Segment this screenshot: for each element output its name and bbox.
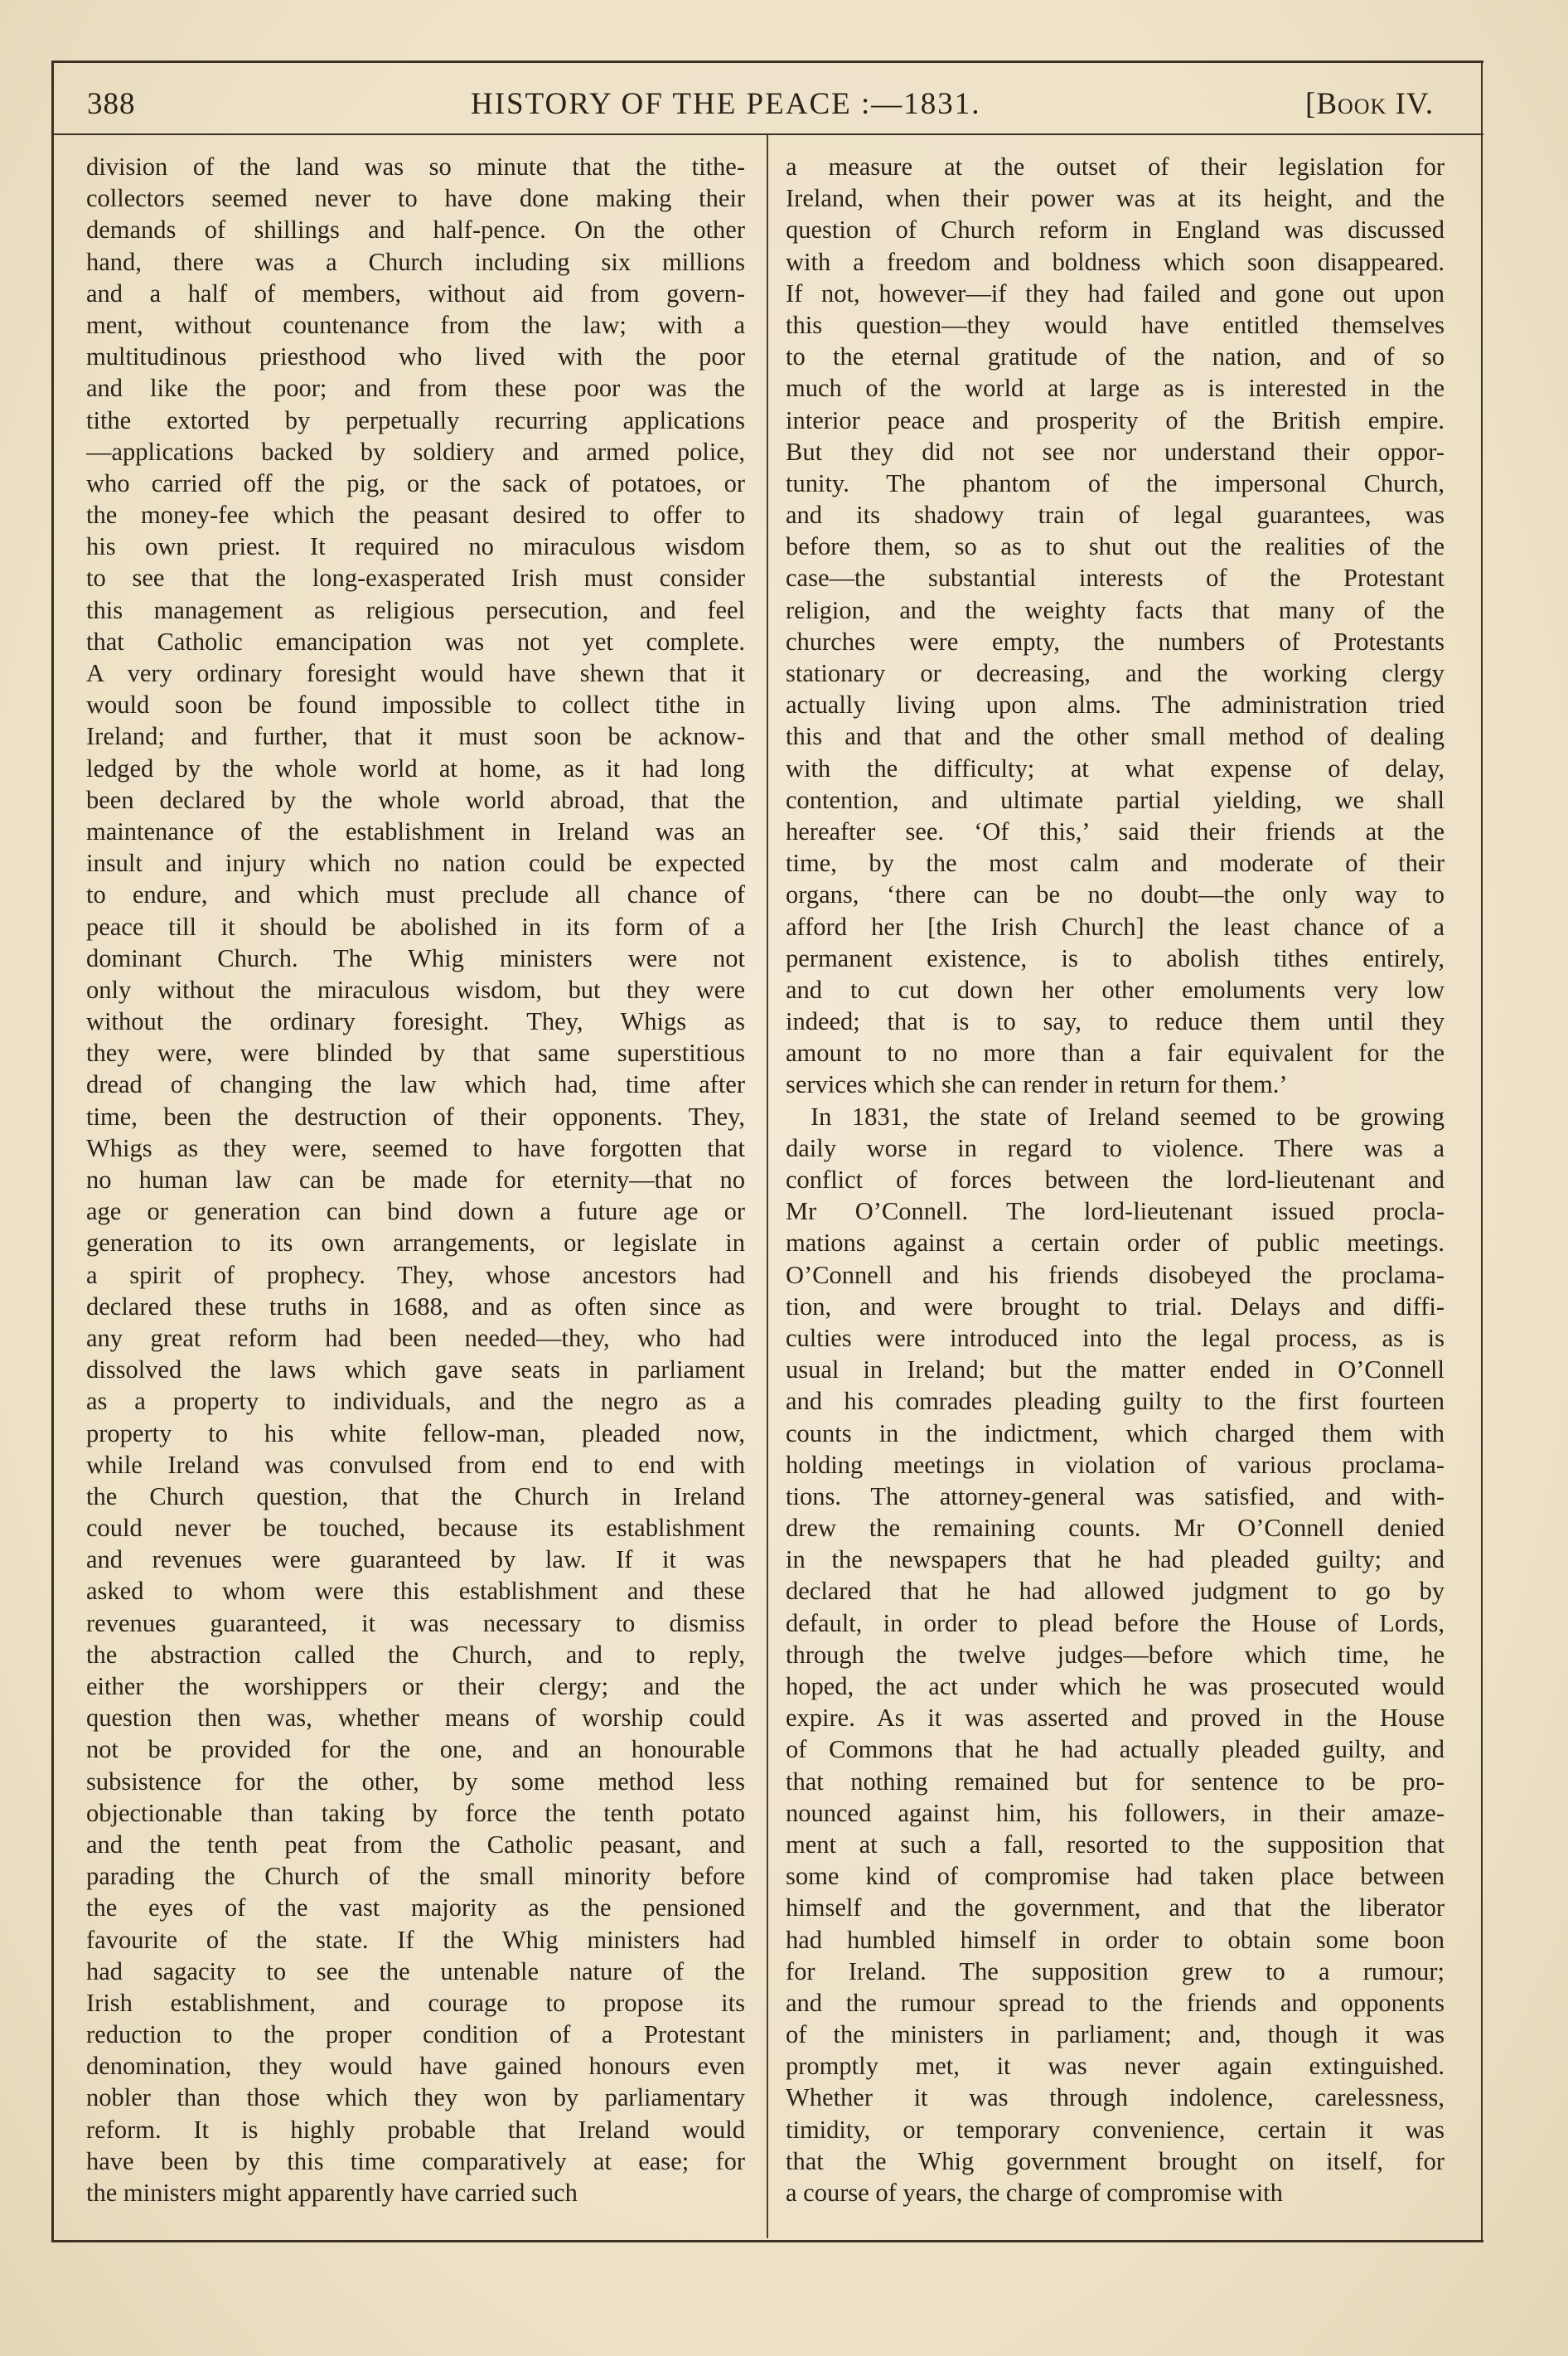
text-line: Irish establishment, and courage to propose its (86, 1988, 745, 2017)
text-line: Ireland; and further, that it must soon be acknow- (86, 722, 745, 751)
text-line: the Church question, that the Church in Ireland (86, 1481, 745, 1510)
text-line: had humbled himself in order to obtain some boon (786, 1925, 1445, 1954)
page-frame-bottom-rule (51, 2240, 1483, 2242)
text-line: favourite of the state. If the Whig ministers had (86, 1925, 745, 1954)
text-line: without the ordinary foresight. They, Whigs as (86, 1007, 745, 1036)
text-line: religion, and the weighty facts that many of the (786, 595, 1445, 624)
text-line: of Commons that he had actually pleaded guilty, and (786, 1735, 1445, 1764)
text-line: tunity. The phantom of the impersonal Church, (786, 468, 1445, 497)
text-line: would soon be found impossible to collect tithe in (86, 691, 745, 720)
text-line: and its shadowy train of legal guarantees, was (786, 501, 1445, 530)
text-line: tithe extorted by perpetually recurring applications (86, 405, 745, 434)
text-line: as a property to individuals, and the negro as a (86, 1387, 745, 1416)
text-line: this and that and the other small method of dealing (786, 722, 1445, 751)
text-line: with the difficulty; at what expense of delay, (786, 754, 1445, 783)
text-line: interior peace and prosperity of the British empire. (786, 405, 1445, 434)
text-line: that nothing remained but for sentence to be pro- (786, 1767, 1445, 1796)
text-line: organs, ‘there can be no doubt—the only way to (786, 880, 1445, 909)
text-line: the abstraction called the Church, and to reply, (86, 1640, 745, 1669)
text-line: age or generation can bind down a future age or (86, 1197, 745, 1226)
page-frame-right-rule (1481, 61, 1483, 2242)
text-line: a spirit of prophecy. They, whose ancestors had (86, 1260, 745, 1289)
text-line: But they did not see nor understand their oppor- (786, 437, 1445, 466)
text-line: asked to whom were this establishment and these (86, 1577, 745, 1606)
text-line: to see that the long-exasperated Irish must consider (86, 564, 745, 593)
text-line: have been by this time comparatively at ease; for (86, 2146, 745, 2175)
text-line: parading the Church of the small minority before (86, 1862, 745, 1891)
text-line: —applications backed by soldiery and armed police, (86, 437, 745, 466)
text-line: either the worshippers or their clergy; and the (86, 1672, 745, 1700)
page-frame-left-rule (51, 61, 54, 2242)
text-line: dissolved the laws which gave seats in parliament (86, 1355, 745, 1384)
text-line: and the tenth peat from the Catholic peasant, and (86, 1830, 745, 1859)
text-line: with a freedom and boldness which soon disappeared. (786, 247, 1445, 276)
text-line: O’Connell and his friends disobeyed the proclama- (786, 1260, 1445, 1289)
text-line: dread of changing the law which had, time after (86, 1070, 745, 1099)
text-line: default, in order to plead before the House of Lords, (786, 1608, 1445, 1637)
text-line: that the Whig government brought on itself, for (786, 2146, 1445, 2175)
text-line: expire. As it was asserted and proved in the House (786, 1704, 1445, 1733)
text-line: In 1831, the state of Ireland seemed to be growing (811, 1102, 1445, 1131)
text-line: to endure, and which must preclude all chance of (86, 880, 745, 909)
text-line: time, been the destruction of their opponents. They, (86, 1102, 745, 1131)
text-line: daily worse in regard to violence. There was a (786, 1133, 1445, 1162)
text-line: the ministers might apparently have carried such (86, 2179, 578, 2207)
text-line: Mr O’Connell. The lord-lieutenant issued procla- (786, 1197, 1445, 1226)
text-line: some kind of compromise had taken place between (786, 1862, 1445, 1891)
text-line: and a half of members, without aid from govern- (86, 279, 745, 308)
text-line: hoped, the act under which he was prosecuted would (786, 1672, 1445, 1700)
text-line: If not, however—if they had failed and gone out upon (786, 279, 1445, 308)
text-line: culties were introduced into the legal process, as is (786, 1323, 1445, 1352)
running-title: HISTORY OF THE PEACE :—1831. (471, 87, 981, 121)
text-line: time, by the most calm and moderate of their (786, 849, 1445, 878)
text-line: and the rumour spread to the friends and opponents (786, 1988, 1445, 2017)
text-line: of the ministers in parliament; and, though it was (786, 2020, 1445, 2049)
text-line: declared that he had allowed judgment to go by (786, 1577, 1445, 1606)
text-line: churches were empty, the numbers of Protestants (786, 627, 1445, 656)
text-line: revenues guaranteed, it was necessary to dismiss (86, 1608, 745, 1637)
page-frame-top-rule (51, 61, 1483, 63)
text-line: property to his white fellow-man, pleaded now, (86, 1418, 745, 1447)
text-line: ment at such a fall, resorted to the supposition that (786, 1830, 1445, 1859)
text-line: this question—they would have entitled themselves (786, 310, 1445, 339)
column-divider (767, 135, 768, 2238)
text-line: while Ireland was convulsed from end to end with (86, 1450, 745, 1479)
book-label: [Book IV. (1305, 87, 1435, 121)
text-line: division of the land was so minute that the tithe- (86, 153, 745, 181)
text-line: any great reform had been needed—they, who had (86, 1323, 745, 1352)
text-line: A very ordinary foresight would have shewn that it (86, 659, 745, 687)
text-line: the eyes of the vast majority as the pensioned (86, 1893, 745, 1922)
text-line: through the twelve judges—before which time, he (786, 1640, 1445, 1669)
text-line: nobler than those which they won by parliamentary (86, 2083, 745, 2112)
text-line: declared these truths in 1688, and as often since as (86, 1292, 745, 1321)
text-line: hereafter see. ‘Of this,’ said their friends at the (786, 817, 1445, 846)
text-line: and like the poor; and from these poor was the (86, 374, 745, 403)
text-line: denomination, they would have gained honours even (86, 2052, 745, 2081)
text-line: in the newspapers that he had pleaded guilty; and (786, 1545, 1445, 1574)
text-line: indeed; that is to say, to reduce them until they (786, 1007, 1445, 1036)
text-line: actually living upon alms. The administration tried (786, 691, 1445, 720)
text-line: Whigs as they were, seemed to have forgotten that (86, 1133, 745, 1162)
text-line: objectionable than taking by force the tenth potato (86, 1798, 745, 1827)
text-line: subsistence for the other, by some method less (86, 1767, 745, 1796)
text-line: been declared by the whole world abroad, that the (86, 785, 745, 814)
text-line: counts in the indictment, which charged them with (786, 1418, 1445, 1447)
text-line: multitudinous priesthood who lived with the poor (86, 342, 745, 371)
text-line: amount to no more than a fair equivalent for the (786, 1039, 1445, 1068)
text-line: holding meetings in violation of various proclama- (786, 1450, 1445, 1479)
text-line: and revenues were guaranteed by law. If it was (86, 1545, 745, 1574)
text-line: that Catholic emancipation was not yet complete. (86, 627, 745, 656)
text-line: nounced against him, his followers, in their amaze- (786, 1798, 1445, 1827)
text-line: permanent existence, is to abolish tithes entirely, (786, 943, 1445, 972)
text-line: reduction to the proper condition of a Protestant (86, 2020, 745, 2049)
text-line: services which she can render in return for them.’ (786, 1070, 1288, 1099)
text-line: afford her [the Irish Church] the least chance of a (786, 912, 1445, 941)
page-number: 388 (87, 87, 136, 121)
text-line: conflict of forces between the lord-lieutenant and (786, 1166, 1445, 1194)
text-line: demands of shillings and half-pence. On the other (86, 216, 745, 245)
text-line: insult and injury which no nation could be expected (86, 849, 745, 878)
text-line: drew the remaining counts. Mr O’Connell denied (786, 1514, 1445, 1543)
text-line: tions. The attorney-general was satisfied, and with- (786, 1481, 1445, 1510)
text-line: a course of years, the charge of compromise with (786, 2179, 1283, 2207)
text-line: and his comrades pleading guilty to the first fourteen (786, 1387, 1445, 1416)
text-line: his own priest. It required no miraculous wisdom (86, 532, 745, 561)
text-line: generation to its own arrangements, or legislate in (86, 1229, 745, 1258)
text-line: contention, and ultimate partial yielding, we shall (786, 785, 1445, 814)
text-line: reform. It is highly probable that Ireland would (86, 2115, 745, 2144)
text-line: peace till it should be abolished in its form of a (86, 912, 745, 941)
text-line: promptly met, it was never again extinguished. (786, 2052, 1445, 2081)
right-column (786, 151, 1445, 2208)
text-line: dominant Church. The Whig ministers were not (86, 943, 745, 972)
text-line: hand, there was a Church including six millions (86, 247, 745, 276)
text-line: stationary or decreasing, and the working clergy (786, 659, 1445, 687)
text-line: maintenance of the establishment in Ireland was an (86, 817, 745, 846)
text-line: question of Church reform in England was discussed (786, 216, 1445, 245)
text-line: no human law can be made for eternity—that no (86, 1166, 745, 1194)
text-line: question then was, whether means of worship could (86, 1704, 745, 1733)
text-line: himself and the government, and that the liberator (786, 1893, 1445, 1922)
text-line: and to cut down her other emoluments very low (786, 975, 1445, 1004)
text-line: timidity, or temporary convenience, certain it was (786, 2115, 1445, 2144)
text-line: collectors seemed never to have done making their (86, 184, 745, 213)
text-line: who carried off the pig, or the sack of potatoes, or (86, 468, 745, 497)
text-line: had sagacity to see the untenable nature of the (86, 1956, 745, 1985)
text-line: the money-fee which the peasant desired to offer to (86, 501, 745, 530)
text-line: could never be touched, because its establishment (86, 1514, 745, 1543)
text-line: only without the miraculous wisdom, but they were (86, 975, 745, 1004)
text-line: a measure at the outset of their legislation for (786, 153, 1445, 181)
text-line: tion, and were brought to trial. Delays and diffi- (786, 1292, 1445, 1321)
text-line: case—the substantial interests of the Protestant (786, 564, 1445, 593)
text-line: they were, were blinded by that same superstitious (86, 1039, 745, 1068)
text-line: this management as religious persecution, and feel (86, 595, 745, 624)
text-line: usual in Ireland; but the matter ended in O’Connell (786, 1355, 1445, 1384)
text-line: Whether it was through indolence, carelessness, (786, 2083, 1445, 2112)
text-line: to the eternal gratitude of the nation, and of so (786, 342, 1445, 371)
left-column (86, 151, 745, 2208)
text-line: ment, without countenance from the law; with a (86, 310, 745, 339)
text-line: not be provided for the one, and an honourable (86, 1735, 745, 1764)
text-line: ledged by the whole world at home, as it had long (86, 754, 745, 783)
text-line: for Ireland. The supposition grew to a rumour; (786, 1956, 1445, 1985)
text-line: Ireland, when their power was at its height, and the (786, 184, 1445, 213)
text-line: mations against a certain order of public meetings. (786, 1229, 1445, 1258)
text-line: much of the world at large as is interested in the (786, 374, 1445, 403)
text-line: before them, so as to shut out the realities of the (786, 532, 1445, 561)
